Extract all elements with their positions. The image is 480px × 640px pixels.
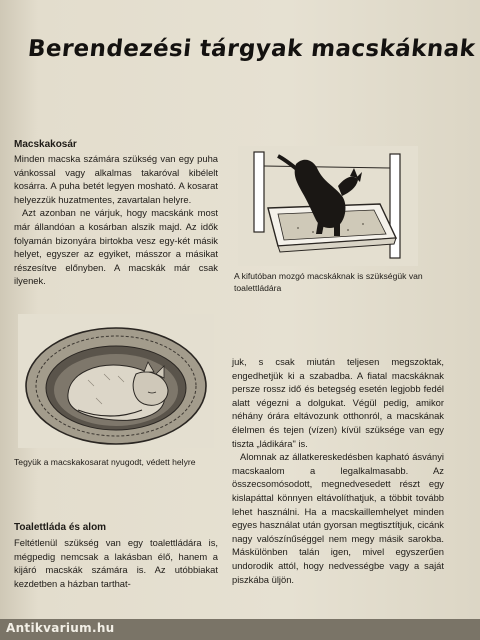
watermark-bar [0,619,480,640]
caption-litterbox: A kifutóban mozgó macskáknak is szükségük van toalettládára [234,271,423,293]
caption-basket: Tegyük a macskakosarat nyugodt, védett helyre [14,457,196,467]
paragraph: Alomnak az állatkereskedésben kapható ásványi macskaalom a legalkalmasabb. Az összecsomósodott, megnedvesedett részt egy kislapáttal könnyen eltávolíthatjuk, a többit tovább lehet használni. Ha a macskaillemhelyet minden egyes használat után gyorsan megtisztítjuk, cicánk nagy valószínűséggel nem megy másik sarokba. Máskülönben talán igen, mivel egyszerűen undorodik attól, hogy nedvességbe vagy a saját piszkába üljön. [232,451,444,585]
paragraph: juk, s csak miután teljesen megszoktak, engedhetjük ki a szabadba. A fiatal macskáknak persze rossz idő és betegség esetén legjobb fedél alatt végezni a dolgukat. Végül pedig, amikor néhány órára eltávozunk otthonról, a macskának élelmen és tejen (vízen) kívül szüksége van egy tiszta „ládikára" is. [232,356,444,449]
cat-litterbox-illustration [238,146,418,266]
section-heading-basket: Macskakosár [14,139,77,150]
cat-basket-illustration [18,314,214,448]
watermark-text: Antikvarium.hu [6,621,115,635]
paragraph: Azt azonban ne várjuk, hogy macskánk most már állandóan a kosárban alszik majd. Az idők folyamán bizonyára birtokba vesz egy-két másik helyet, egyszer az egyiket, másszor a másikat részesítve előnyben. A macskák már csak ilyenek. [14,207,218,287]
section-litterbox-text [14,536,218,590]
paragraph: Minden macska számára szükség van egy puha vánkossal vagy alkalmas takaróval kibélelt kosárra. A puha betét legyen mosható. A kosarat helyezzük huzatmentes, zavartalan helyre. [14,153,218,205]
page-title: Berendezési tárgyak macskáknak [26,36,477,62]
section-heading-litterbox: Toalettláda és alom [14,522,107,533]
section-basket-text [14,152,218,288]
right-column-text [232,355,444,586]
paragraph: Feltétlenül szükség van egy toalettládára is, mégpedig nemcsak a lakásban élő, hanem a kijáró macskák számára is. Az utóbbiakat kezdetben a házban tarthat- [14,537,218,589]
